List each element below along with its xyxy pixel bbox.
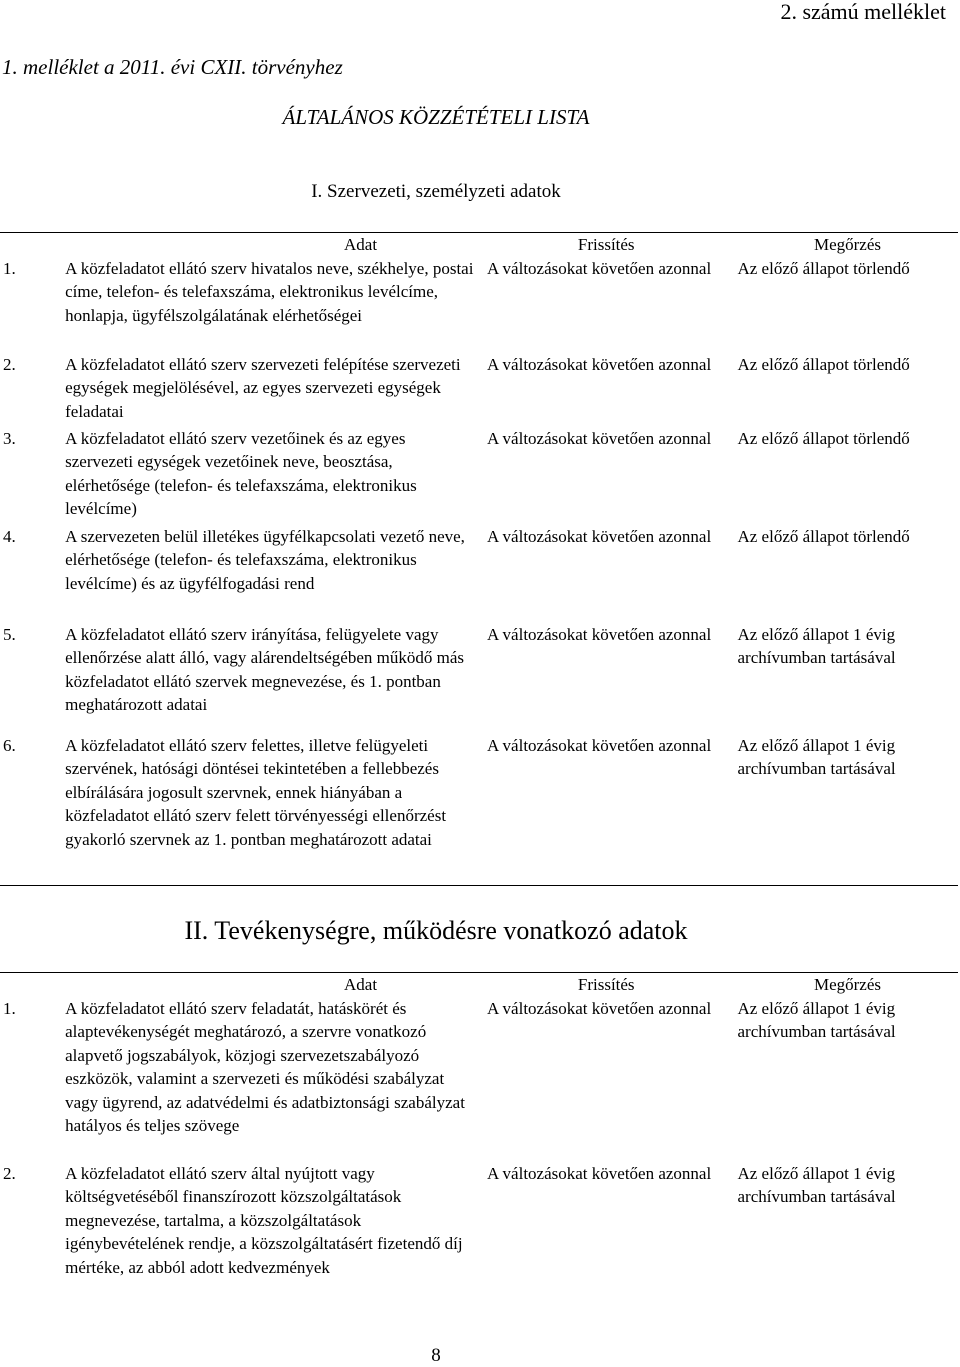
row-number: 5.: [3, 624, 16, 644]
row-adat: A közfeladatot ellátó szerv irányítása, felügyelete vagy ellenőrzése alatt álló, vagy alárendeltségében működő más közfeladatot ellátó szervek megnevezése, és 1. pontban meghatározott adatai: [65, 624, 464, 714]
row-number: 1.: [3, 998, 16, 1018]
section-1-table: [0, 232, 958, 886]
row-megorzes: Az előző állapot 1 évig archívumban tartásával: [737, 1163, 896, 1206]
page-number: 8: [431, 1345, 441, 1366]
table-row: [0, 997, 958, 1162]
row-frissites: A változásokat követően azonnal: [486, 428, 712, 448]
row-megorzes: Az előző állapot törlendő: [737, 526, 910, 546]
annex-label: 2. számú melléklet: [780, 0, 946, 24]
row-frissites: A változásokat követően azonnal: [486, 624, 712, 644]
row-adat: A közfeladatot ellátó szerv felettes, illetve felügyeleti szervének, hatósági döntései tekintetében a fellebbezés elbírálására jogosult szervnek, ennek hiányában a közfeladatot ellátó szerv felett törvényességi ellenőrzést gyakorló szervnek az 1. pontban meghatározott adatai: [65, 735, 447, 849]
header-megorzes: Megőrzés: [813, 975, 881, 994]
header-megorzes: Megőrzés: [813, 235, 881, 254]
table-header-row: [0, 233, 958, 257]
row-number: 4.: [3, 526, 16, 546]
row-adat: A szervezeten belül illetékes ügyfélkapcsolati vezető neve, elérhetősége (telefon- és telefaxszáma, elektronikus levélcíme) és az ügyfélfogadási rend: [65, 526, 465, 593]
row-adat: A közfeladatot ellátó szerv feladatát, hatáskörét és alaptevékenységét meghatározó, a szervre vonatkozó alapvető jogszabályok, közjogi szervezetszabályozó eszközök, valamint a szervezeti és működési szabályzat vagy ügyrend, az adatvédelmi és adatbiztonsági szabályzat hatályos és teljes szövege: [65, 998, 465, 1135]
row-megorzes: Az előző állapot törlendő: [737, 354, 910, 374]
table-row: [0, 734, 958, 886]
table-header-row: [0, 973, 958, 997]
row-number: 6.: [3, 735, 16, 755]
header-adat: Adat: [344, 975, 378, 994]
row-adat: A közfeladatot ellátó szerv hivatalos neve, székhelye, postai címe, telefon- és telefaxszáma, elektronikus levélcíme, honlapja, ügyfélszolgálatának elérhetőségei: [65, 258, 474, 325]
row-adat: A közfeladatot ellátó szerv által nyújtott vagy költségvetéséből finanszírozott közszolgáltatások megnevezése, tartalma, a közszolgáltatások igénybevételének rendje, a közszolgáltatásért fizetendő díj mértéke, az abból adott kedvezmények: [65, 1163, 463, 1277]
row-frissites: A változásokat követően azonnal: [486, 1163, 712, 1183]
row-number: 2.: [3, 354, 16, 374]
row-number: 2.: [3, 1163, 16, 1183]
row-megorzes: Az előző állapot 1 évig archívumban tartásával: [737, 998, 896, 1041]
section-1-title: I. Szervezeti, személyzeti adatok: [311, 181, 561, 202]
row-megorzes: Az előző állapot 1 évig archívumban tartásával: [737, 735, 896, 778]
table-row: [0, 353, 958, 427]
table-row: [0, 1162, 958, 1302]
section-2-title: II. Tevékenységre, működésre vonatkozó adatok: [184, 916, 688, 945]
table-row: [0, 525, 958, 623]
row-frissites: A változásokat követően azonnal: [486, 735, 712, 755]
row-megorzes: Az előző állapot törlendő: [737, 258, 910, 278]
row-frissites: A változásokat követően azonnal: [486, 998, 712, 1018]
row-megorzes: Az előző állapot törlendő: [737, 428, 910, 448]
table-row: [0, 427, 958, 525]
row-megorzes: Az előző állapot 1 évig archívumban tartásával: [737, 624, 896, 667]
row-frissites: A változásokat követően azonnal: [486, 258, 712, 278]
row-number: 3.: [3, 428, 16, 448]
header-frissites: Frissítés: [577, 975, 635, 994]
list-title: ÁLTALÁNOS KÖZZÉTÉTELI LISTA: [282, 105, 590, 129]
table-row: [0, 623, 958, 734]
row-adat: A közfeladatot ellátó szerv vezetőinek és az egyes szervezeti egységek vezetőinek neve, beosztása, elérhetősége (telefon- és telefaxszáma, elektronikus levélcíme): [65, 428, 417, 518]
header-adat: Adat: [344, 235, 378, 254]
row-frissites: A változásokat követően azonnal: [486, 354, 712, 374]
row-number: 1.: [3, 258, 16, 278]
row-frissites: A változásokat követően azonnal: [486, 526, 712, 546]
law-reference: 1. melléklet a 2011. évi CXII. törvényhez: [2, 55, 343, 79]
section-2-table: [0, 972, 958, 1302]
table-row: [0, 257, 958, 353]
row-adat: A közfeladatot ellátó szerv szervezeti felépítése szervezeti egységek megjelölésével, az egyes szervezeti egységek feladatai: [65, 354, 461, 421]
header-frissites: Frissítés: [577, 235, 635, 254]
